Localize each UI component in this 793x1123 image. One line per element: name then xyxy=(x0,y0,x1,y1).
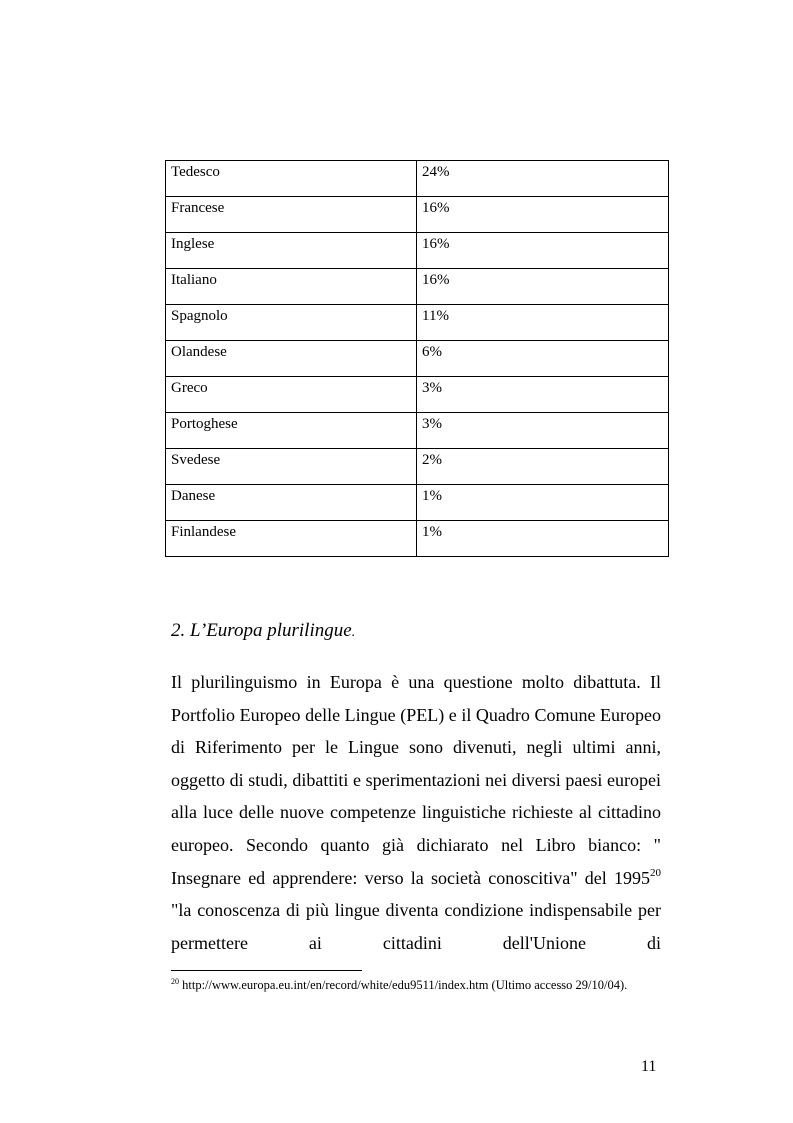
table-row xyxy=(166,197,669,233)
body-text-after-ref: "la conoscenza di più lingue diventa condizione indispensabile per permettere ai cittadini dell'Unione di xyxy=(171,900,661,953)
percentage-cell: 3% xyxy=(417,413,669,449)
table-row xyxy=(166,485,669,521)
table-row xyxy=(166,377,669,413)
table-row xyxy=(166,305,669,341)
language-cell: Svedese xyxy=(166,449,417,485)
language-cell: Portoghese xyxy=(166,413,417,449)
footnote-mark: 20 xyxy=(171,977,179,986)
language-cell: Greco xyxy=(166,377,417,413)
percentage-cell: 3% xyxy=(417,377,669,413)
language-cell: Danese xyxy=(166,485,417,521)
language-percentage-table xyxy=(165,160,669,557)
table-row xyxy=(166,161,669,197)
percentage-cell: 16% xyxy=(417,233,669,269)
section-heading-dot: . xyxy=(351,625,356,640)
language-cell: Tedesco xyxy=(166,161,417,197)
body-paragraph xyxy=(171,666,661,959)
table-row xyxy=(166,521,669,557)
body-text-before-ref: Il plurilinguismo in Europa è una questione molto dibattuta. Il Portfolio Europeo delle Lingue (PEL) e il Quadro Comune Europeo di Riferimento per le Lingue sono divenuti, negli ultimi anni, oggetto di studi, dibattiti e sperimentazioni nei diversi paesi europei alla luce delle nuove competenze linguistiche richieste al cittadino europeo. Secondo quanto già dichiarato nel Libro bianco: " Insegnare ed apprendere: verso la società conoscitiva" del 1995 xyxy=(171,672,661,888)
page-number: 11 xyxy=(641,1058,657,1075)
percentage-cell: 1% xyxy=(417,521,669,557)
footnote xyxy=(171,976,671,994)
footnote-text: http://www.europa.eu.int/en/record/white/edu9511/index.htm (Ultimo accesso 29/10/04). xyxy=(179,978,628,992)
percentage-cell: 24% xyxy=(417,161,669,197)
table-row xyxy=(166,449,669,485)
percentage-cell: 11% xyxy=(417,305,669,341)
language-cell: Italiano xyxy=(166,269,417,305)
section-heading-text: 2. L’Europa plurilingue xyxy=(171,620,352,641)
percentage-cell: 16% xyxy=(417,269,669,305)
language-cell: Inglese xyxy=(166,233,417,269)
section-heading xyxy=(171,618,355,646)
table-body xyxy=(166,161,669,557)
percentage-cell: 2% xyxy=(417,449,669,485)
table-row xyxy=(166,341,669,377)
percentage-cell: 6% xyxy=(417,341,669,377)
percentage-cell: 16% xyxy=(417,197,669,233)
language-cell: Francese xyxy=(166,197,417,233)
table-row xyxy=(166,233,669,269)
percentage-cell: 1% xyxy=(417,485,669,521)
footnote-separator xyxy=(171,970,362,971)
table-row xyxy=(166,413,669,449)
language-cell: Olandese xyxy=(166,341,417,377)
language-cell: Finlandese xyxy=(166,521,417,557)
table-row xyxy=(166,269,669,305)
footnote-reference: 20 xyxy=(650,866,661,879)
language-cell: Spagnolo xyxy=(166,305,417,341)
